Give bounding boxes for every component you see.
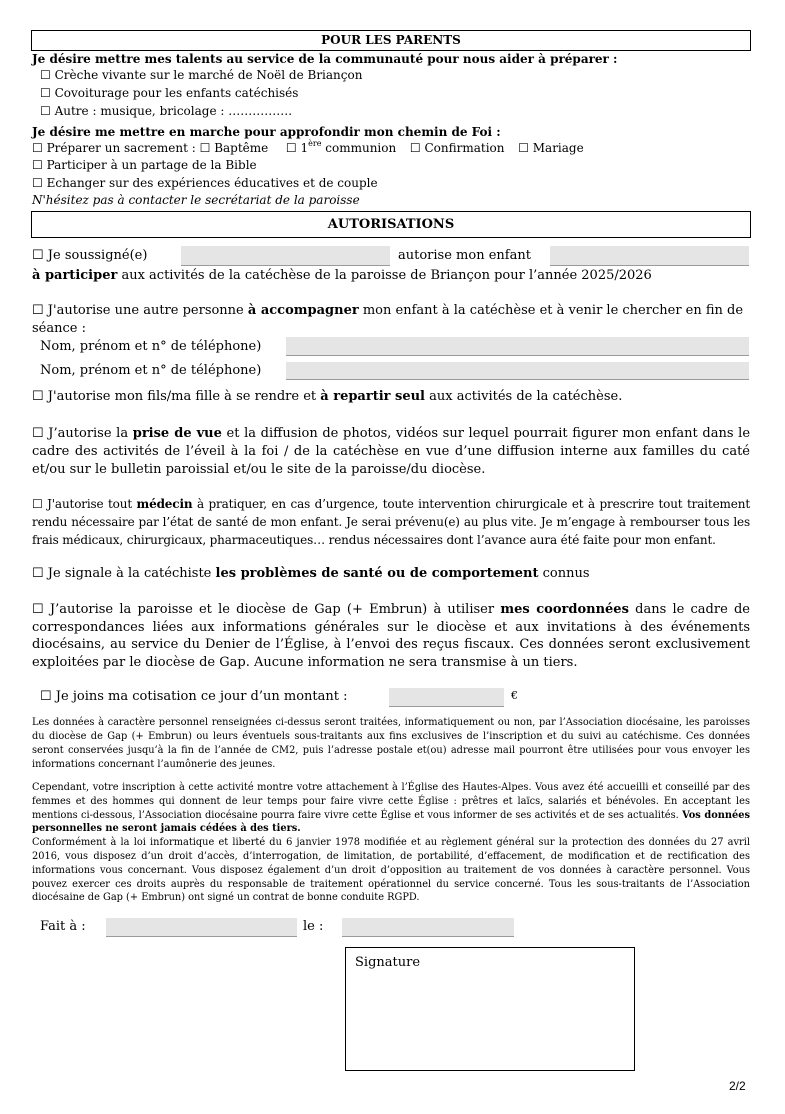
contact-input-1[interactable] — [286, 339, 749, 357]
accompagner-bold: à accompagner — [247, 303, 359, 318]
contact-field-2[interactable] — [286, 362, 749, 380]
checkbox-icon[interactable]: ☐ — [32, 141, 43, 155]
faith-title: Je désire me mettre en marche pour approfondir mon chemin de Foi : — [32, 125, 501, 139]
sacrament-lead: Préparer un sacrement : — [46, 141, 196, 155]
fait-a-input[interactable] — [106, 920, 297, 938]
talent-option-covoiturage[interactable] — [40, 86, 298, 100]
page-number: 2/2 — [729, 1079, 746, 1093]
sante-line — [32, 566, 590, 581]
rgpd-text-1: Les données à caractère personnel renseignées ci-dessus seront traitées, informatiquement ou non, par l’Association diocésaine, les paroisses du diocèse de Gap (+ Embrun) ou leurs éventuels sous-traitants aux fins exclusives de l’inscription et du suivi au catéchisme. Ces données seront conservées jusqu’à la fin de l’année de CM2, puis l’adresse postale et(ou) adresse mail pourront être utilisées pour vous envoyer les informations concernant l’aumônerie des jeunes. — [32, 717, 750, 770]
parent-name-field[interactable] — [181, 246, 390, 266]
autorisations-header-box — [31, 211, 751, 238]
photo-bold: prise de vue — [132, 426, 222, 441]
accompagner-text-1: J'autorise une autre personne — [47, 303, 244, 318]
coord-text-1: J’autorise la paroisse et le diocèse de Gap (+ Embrun) à utiliser — [49, 602, 495, 617]
sacrament-row — [32, 141, 584, 155]
rgpd-paragraph-1 — [32, 716, 750, 772]
coord-bold: mes coordonnées — [500, 602, 629, 617]
talent-label: Covoiturage pour les enfants catéchisés — [54, 86, 299, 100]
parents-header: POUR LES PARENTS — [321, 33, 461, 47]
confirmation-label: Confirmation — [424, 141, 505, 155]
checkbox-icon[interactable]: ☐ — [32, 248, 44, 263]
soussigne-row — [32, 248, 147, 263]
date-input[interactable] — [342, 920, 514, 938]
talent-option-autre[interactable] — [40, 104, 292, 118]
participer-line — [32, 268, 652, 283]
participer-rest: aux activités de la catéchèse de la paroisse de Briançon pour l’année 2025/2026 — [121, 268, 652, 283]
communion-sup: ère — [308, 139, 322, 148]
autorise-enfant-label: autorise mon enfant — [398, 248, 531, 263]
checkbox-icon[interactable]: ☐ — [199, 141, 211, 155]
soussigne-label: Je soussigné(e) — [47, 248, 148, 263]
bapteme-label: Baptême — [214, 141, 269, 155]
checkbox-icon[interactable]: ☐ — [518, 141, 529, 155]
checkbox-icon[interactable]: ☐ — [32, 497, 43, 511]
talents-title: Je désire mettre mes talents au service de la communauté pour nous aider à préparer : — [32, 52, 618, 66]
euro-symbol: € — [511, 689, 518, 702]
autorisations-header: AUTORISATIONS — [327, 217, 455, 232]
nom-tel-label-2: Nom, prénom et n° de téléphone) — [40, 363, 262, 378]
photo-text-1: J’autorise la — [48, 426, 129, 441]
checkbox-icon[interactable]: ☐ — [32, 566, 44, 581]
rgpd-paragraph-2 — [32, 781, 750, 905]
photo-text-2: et la diffusion de photos, vidéos sur lequel pourrait figurer mon enfant dans le cadre des activités de l’éveil à la foi / de la catéchèse en vue d’une diffusion interne aux familles du caté et/ou sur le bulletin paroissial et/ou le site de la paroisse/du diocèse. — [32, 426, 751, 477]
checkbox-icon[interactable]: ☐ — [32, 303, 44, 318]
bible-option[interactable] — [32, 158, 257, 172]
checkbox-icon[interactable]: ☐ — [285, 141, 297, 155]
checkbox-icon[interactable]: ☐ — [32, 426, 44, 441]
nom-tel-label-1: Nom, prénom et n° de téléphone) — [40, 339, 262, 354]
photo-paragraph — [32, 425, 750, 479]
cotisation-label: Je joins ma cotisation ce jour d’un montant : — [55, 689, 348, 704]
cotisation-amount-input[interactable] — [389, 690, 504, 708]
cotisation-row — [40, 689, 347, 704]
accompagner-line-2: séance : — [32, 321, 86, 336]
accompagner-line-1 — [32, 303, 743, 318]
rgpd-text-2-bold: Vos données personnelles ne seront jamais cédées à des tiers. — [32, 809, 751, 835]
repartir-seul-line — [32, 389, 622, 404]
mariage-label: Mariage — [532, 141, 584, 155]
signature-box[interactable] — [345, 947, 635, 1071]
rgpd-text-3: Conformément à la loi informatique et liberté du 6 janvier 1978 modifiée et au règlement général sur la protection des données du 27 avril 2016, vous disposez d’un droit d’accès, d’interrogation, de limitation, de portabilité, d’effacement, de modification et de rectification des informations vous concernant. Vous disposez également d’un droit d’opposition au traitement de vos données à caractère personnel. Vous pouvez exercer ces droits auprès du responsable de traitement opérationnel du service concerné. Tous les sous-traitants de l’Association diocésaine de Gap (+ Embrun) ont signé un contrat de bonne conduite RGPD. — [32, 837, 750, 904]
participer-bold: à participer — [32, 268, 118, 283]
medecin-text-2: à pratiquer, en cas d’urgence, toute intervention chirurgicale et à prescrire tout traitement rendu nécessaire par l’état de santé de mon enfant. Je serai prévenu(e) au plus vite. Je m’engage à rembourser tous les frais médicaux, chirurgicaux, pharmaceutiques… rendus nécessaires dont l’avance aura été faite pour mon enfant. — [32, 497, 750, 547]
accompagner-text-2: mon enfant à la catéchèse et à venir le chercher en fin de — [362, 303, 744, 318]
talent-label: Autre : musique, bricolage : ……………. — [54, 104, 293, 118]
checkbox-icon[interactable]: ☐ — [40, 68, 51, 82]
checkbox-icon[interactable]: ☐ — [40, 104, 51, 118]
checkbox-icon[interactable]: ☐ — [32, 158, 43, 172]
cotisation-amount-field[interactable] — [389, 688, 504, 707]
coord-text-2: dans le cadre de correspondances liées aux informations générales sur le diocèse et aux invitations à des événements diocésains, au service du Denier de l’Église, à l’envoi des reçus fiscaux. Ces données seront exclusivement exploitées par le diocèse de Gap. Aucune information ne sera transmise à un tiers. — [32, 602, 750, 670]
checkbox-icon[interactable]: ☐ — [32, 389, 44, 404]
sante-text-1: Je signale à la catéchiste — [47, 566, 212, 581]
medecin-text-1: J'autorise tout — [47, 497, 133, 511]
checkbox-icon[interactable]: ☐ — [40, 86, 51, 100]
checkbox-icon[interactable]: ☐ — [32, 176, 43, 190]
parent-name-input[interactable] — [181, 247, 390, 266]
child-name-field[interactable] — [550, 246, 749, 266]
checkbox-icon[interactable]: ☐ — [409, 141, 421, 155]
child-name-input[interactable] — [550, 247, 749, 266]
bible-label: Participer à un partage de la Bible — [46, 158, 257, 172]
seul-text-2: aux activités de la catéchèse. — [429, 389, 623, 404]
secretariat-note: N'hésitez pas à contacter le secrétariat de la paroisse — [32, 193, 360, 207]
talent-option-creche[interactable] — [40, 68, 362, 82]
medecin-bold: médecin — [136, 497, 193, 511]
sante-text-2: connus — [542, 566, 590, 581]
echanger-option[interactable] — [32, 176, 378, 190]
checkbox-icon[interactable]: ☐ — [40, 689, 52, 704]
rgpd-text-2: Cependant, votre inscription à cette activité montre votre attachement à l’Église des Hautes-Alpes. Vous avez été accueilli et conseillé par des femmes et des hommes qui donnent de leur temps pour faire vivre cette Église : prêtres et laïcs, salariés et bénévoles. En acceptant les mentions ci-dessous, l’Association diocésaine pourra faire vivre cette Église et vous informer de ses activités et de ses actualités. — [32, 782, 750, 821]
date-field[interactable] — [342, 918, 514, 937]
checkbox-icon[interactable]: ☐ — [32, 602, 44, 617]
sante-bold: les problèmes de santé ou de comportement — [215, 566, 539, 581]
seul-bold: à repartir seul — [320, 389, 425, 404]
fait-a-label: Fait à : — [40, 919, 86, 934]
fait-a-field[interactable] — [106, 918, 297, 937]
seul-text-1: J'autorise mon fils/ma fille à se rendre et — [47, 389, 317, 404]
le-label: le : — [303, 919, 324, 934]
communion-num: 1 — [300, 141, 309, 155]
echanger-label: Echanger sur des expériences éducatives et de couple — [46, 176, 378, 190]
contact-input-2[interactable] — [286, 364, 749, 381]
coordonnees-paragraph — [32, 601, 750, 671]
contact-field-1[interactable] — [286, 337, 749, 356]
signature-label: Signature — [355, 955, 421, 970]
parents-header-box — [31, 30, 751, 51]
medecin-paragraph — [32, 495, 750, 549]
talent-label: Crèche vivante sur le marché de Noël de Briançon — [54, 68, 363, 82]
communion-label: communion — [325, 141, 397, 155]
